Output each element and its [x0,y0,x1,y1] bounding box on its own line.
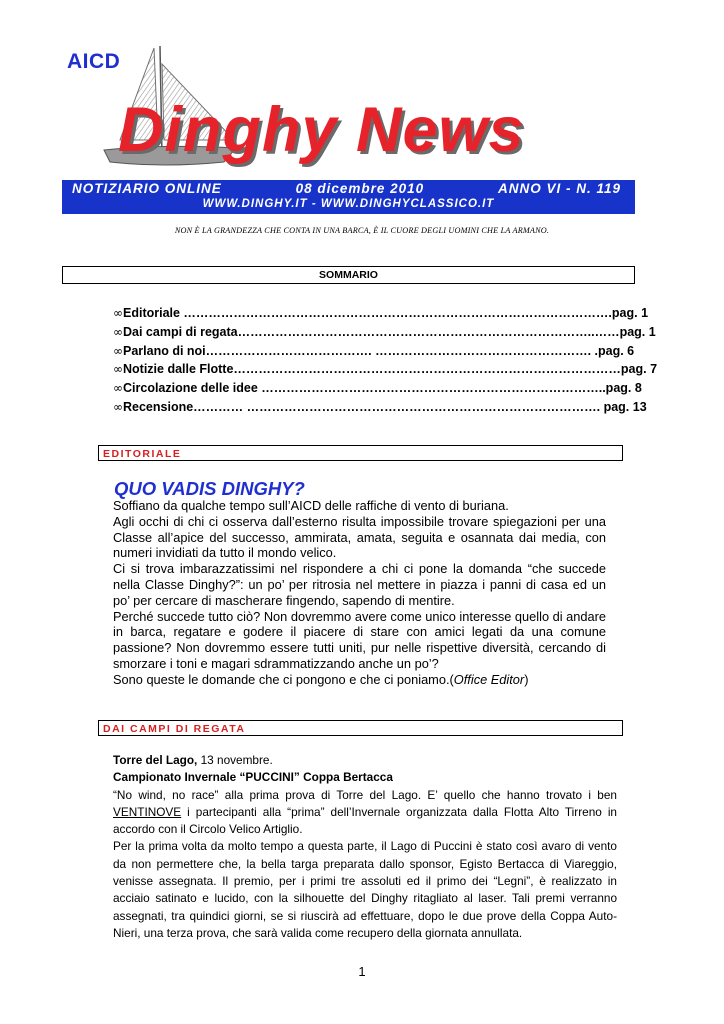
toc-label: Circolazione delle idee ………………………………………………………………………..pag. 8 [123,381,642,396]
table-of-contents [113,304,658,417]
infinity-bullet-icon: ∞ [113,306,123,320]
newsletter-title: Dinghy News [118,95,525,165]
aicd-logo-text: AICD [67,50,121,73]
event-title [113,769,617,786]
section-editoriale: EDITORIALE [98,445,623,461]
infinity-bullet-icon: ∞ [113,362,123,377]
toc-item-flotte[interactable] [113,360,658,379]
closing-text: Sono queste le domande che ci pongono e che ci poniamo.( [113,671,454,687]
notiziario-label: NOTIZIARIO ONLINE [72,181,222,196]
infinity-bullet-icon: ∞ [113,381,123,396]
paragraph [113,787,617,839]
paragraph: Perché succede tutto ciò? Non dovremmo avere come unico interesse quello di andare in barca, regatare e godere il piacere di stare con amici legati da una comune passione? Non dovremmo essere tutti uniti, pur nelle rispettive diversità, cercando di smorzare i toni e magari sdrammatizzando anche un po’? [113,608,606,671]
editoriale-body [113,498,606,688]
issue-date: 08 dicembre 2010 [295,181,425,196]
toc-label: Editoriale ………………………………………………………………………………………….pag. 1 [123,306,649,320]
section-campi-di-regata: DAI CAMPI DI REGATA [98,720,623,736]
campi-body [113,752,617,942]
paragraph: Per la prima volta da molto tempo a questa parte, il Lago di Puccini è stato così avaro di vento da non permettere che, la bella targa preparata dallo sponsor, Egisto Bertacca di Viareggio, venisse assegnata. Il premio, per i primi tre assoluti ed il primo dei “Legni”, è realizzato in acciaio satinato e lucido, con la silhouette del Dinghy ritagliato al laser. Tali premi verranno assegnati, tra quindici giorni, se si riuscirà ad effettuare, dopo le due prove della Coppa Auto-Nieri, una terza prova, che sarà valida come recupero della giornata annullata. [113,839,617,940]
toc-item-parlano[interactable] [113,342,635,361]
toc-item-recensione[interactable] [113,398,647,417]
place-date: 13 novembre. [197,753,273,767]
page-number: 1 [358,964,366,979]
article-headline: QUO VADIS DINGHY? [114,478,305,499]
participants-count: VENTINOVE [113,804,182,819]
toc-label: Parlano di noi…………………………………. ……………………………………………. .pag. 6 [123,343,635,358]
toc-label: Notizie dalle Flotte…………………………………………………………………………………pag. 7 [123,362,658,377]
toc-label: Dai campi di regata…………………………………………………………………………..……pag. 1 [123,324,656,339]
text-run: “No wind, no race” alla prima prova di Torre del Lago. E’ quello che hanno trovato i ben [113,787,617,802]
infinity-bullet-icon: ∞ [113,324,123,339]
event-name: Campionato Invernale “PUCCINI” Coppa Bertacca [113,770,393,785]
website-links[interactable]: WWW.DINGHY.IT - WWW.DINGHYCLASSICO.IT [202,198,495,210]
issue-number: ANNO VI - N. 119 [497,181,621,196]
closing-paren: ) [524,671,529,687]
text-run: i partecipanti alla “prima” dell’Invernale organizzata dalla Flotta Alto Tirreno in accordo con il Circolo Velico Artiglio. [113,804,617,837]
dateline [113,752,617,769]
toc-item-campi[interactable] [113,323,656,342]
infinity-bullet-icon: ∞ [113,399,123,414]
paragraph [113,672,606,688]
sommario-heading: SOMMARIO [62,266,635,284]
paragraph: Agli occhi di chi ci osserva dall’esterno risulta impossibile trovare spiegazioni per una Classe all’apice del successo, ammirata, amata, seguita e osannata dai media, con numeri invidiati da tutto il mondo velico. [113,513,606,561]
paragraph: Ci si trova imbarazzatissimi nel rispondere a chi ci pone la domanda “che succede nella Classe Dinghy?”: un po’ per ritrosia nel mettere in piazza i panni di casa ed un po’ per cercare di mascherare fingendo, sapendo di mentire. [113,561,606,608]
toc-label: Recensione………… …………………………………………………………………………. pag. 13 [123,399,647,414]
motto: NON È LA GRANDEZZA CHE CONTA IN UNA BARCA, È IL CUORE DEGLI UOMINI CHE LA ARMANO. [174,226,550,235]
signature: Office Editor [453,671,525,687]
infinity-bullet-icon: ∞ [113,343,123,358]
toc-item-editoriale[interactable] [113,304,649,323]
place: Torre del Lago, [113,753,198,767]
masthead-banner [62,180,635,214]
toc-item-idee[interactable] [113,379,642,398]
paragraph: Soffiano da qualche tempo sull’AICD delle raffiche di vento di buriana. [113,498,509,513]
